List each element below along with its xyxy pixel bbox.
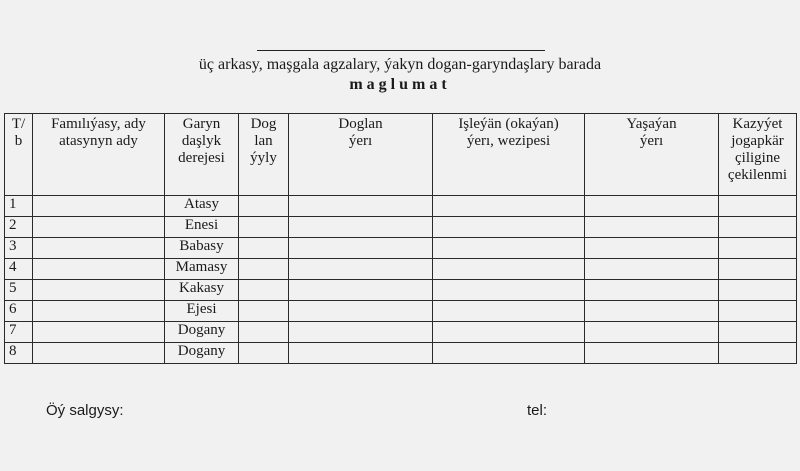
birth-year-cell[interactable]	[239, 196, 289, 217]
workplace-cell[interactable]	[433, 280, 585, 301]
residence-cell[interactable]	[585, 301, 719, 322]
full-name-cell[interactable]	[33, 301, 165, 322]
header-residence: Yaşaýan ýerı	[585, 114, 719, 196]
workplace-cell[interactable]	[433, 301, 585, 322]
header-relation: Garyn daşlyk derejesi	[165, 114, 239, 196]
relation-cell: Dogany	[165, 322, 239, 343]
relation-cell: Ejesi	[165, 301, 239, 322]
birth-place-cell[interactable]	[289, 322, 433, 343]
workplace-cell[interactable]	[433, 343, 585, 364]
criminal-record-cell[interactable]	[719, 196, 797, 217]
table-row	[5, 343, 797, 364]
row-number: 6	[5, 301, 33, 322]
criminal-record-cell[interactable]	[719, 280, 797, 301]
table-row	[5, 280, 797, 301]
residence-cell[interactable]	[585, 238, 719, 259]
header-birth-year: Dog lan ýyly	[239, 114, 289, 196]
relation-cell: Atasy	[165, 196, 239, 217]
workplace-cell[interactable]	[433, 217, 585, 238]
table-row	[5, 301, 797, 322]
family-info-table	[4, 113, 797, 364]
table-row	[5, 196, 797, 217]
relation-cell: Dogany	[165, 343, 239, 364]
row-number: 1	[5, 196, 33, 217]
relation-cell: Kakasy	[165, 280, 239, 301]
criminal-record-cell[interactable]	[719, 301, 797, 322]
form-title: maglumat	[349, 76, 451, 93]
full-name-cell[interactable]	[33, 343, 165, 364]
table-row	[5, 217, 797, 238]
full-name-cell[interactable]	[33, 259, 165, 280]
residence-cell[interactable]	[585, 217, 719, 238]
header-full-name: Famılıýasy, ady atasynyn ady	[33, 114, 165, 196]
birth-place-cell[interactable]	[289, 196, 433, 217]
row-number: 2	[5, 217, 33, 238]
name-blank-line	[257, 50, 545, 51]
full-name-cell[interactable]	[33, 322, 165, 343]
birth-year-cell[interactable]	[239, 280, 289, 301]
residence-cell[interactable]	[585, 280, 719, 301]
workplace-cell[interactable]	[433, 238, 585, 259]
row-number: 8	[5, 343, 33, 364]
birth-year-cell[interactable]	[239, 343, 289, 364]
row-number: 3	[5, 238, 33, 259]
birth-year-cell[interactable]	[239, 259, 289, 280]
row-number: 4	[5, 259, 33, 280]
workplace-cell[interactable]	[433, 259, 585, 280]
header-criminal-record: Kazyýet jogapkär çiligine çekilenmi	[719, 114, 797, 196]
workplace-cell[interactable]	[433, 322, 585, 343]
relation-cell: Babasy	[165, 238, 239, 259]
row-number: 5	[5, 280, 33, 301]
header-birth-place: Doglan ýerı	[289, 114, 433, 196]
form-subtitle: üç arkasy, maşgala agzalary, ýakyn dogan-garyndaşlary barada	[198, 56, 602, 73]
header-number: T/ b	[5, 114, 33, 196]
table-row	[5, 259, 797, 280]
birth-place-cell[interactable]	[289, 343, 433, 364]
birth-year-cell[interactable]	[239, 217, 289, 238]
birth-place-cell[interactable]	[289, 238, 433, 259]
workplace-cell[interactable]	[433, 196, 585, 217]
full-name-cell[interactable]	[33, 217, 165, 238]
criminal-record-cell[interactable]	[719, 238, 797, 259]
table-row	[5, 238, 797, 259]
criminal-record-cell[interactable]	[719, 343, 797, 364]
birth-place-cell[interactable]	[289, 301, 433, 322]
full-name-cell[interactable]	[33, 280, 165, 301]
residence-cell[interactable]	[585, 259, 719, 280]
criminal-record-cell[interactable]	[719, 217, 797, 238]
full-name-cell[interactable]	[33, 238, 165, 259]
criminal-record-cell[interactable]	[719, 322, 797, 343]
birth-place-cell[interactable]	[289, 217, 433, 238]
residence-cell[interactable]	[585, 196, 719, 217]
relation-cell: Enesi	[165, 217, 239, 238]
birth-year-cell[interactable]	[239, 301, 289, 322]
table-header-row	[5, 114, 797, 196]
birth-year-cell[interactable]	[239, 322, 289, 343]
residence-cell[interactable]	[585, 343, 719, 364]
residence-cell[interactable]	[585, 322, 719, 343]
birth-place-cell[interactable]	[289, 280, 433, 301]
header-workplace: Işleýän (okaýan) ýerı, wezipesi	[433, 114, 585, 196]
criminal-record-cell[interactable]	[719, 259, 797, 280]
birth-place-cell[interactable]	[289, 259, 433, 280]
home-address-label: Öý salgysy:	[46, 402, 124, 419]
row-number: 7	[5, 322, 33, 343]
relation-cell: Mamasy	[165, 259, 239, 280]
full-name-cell[interactable]	[33, 196, 165, 217]
birth-year-cell[interactable]	[239, 238, 289, 259]
table-row	[5, 322, 797, 343]
phone-label: tel:	[527, 402, 548, 419]
